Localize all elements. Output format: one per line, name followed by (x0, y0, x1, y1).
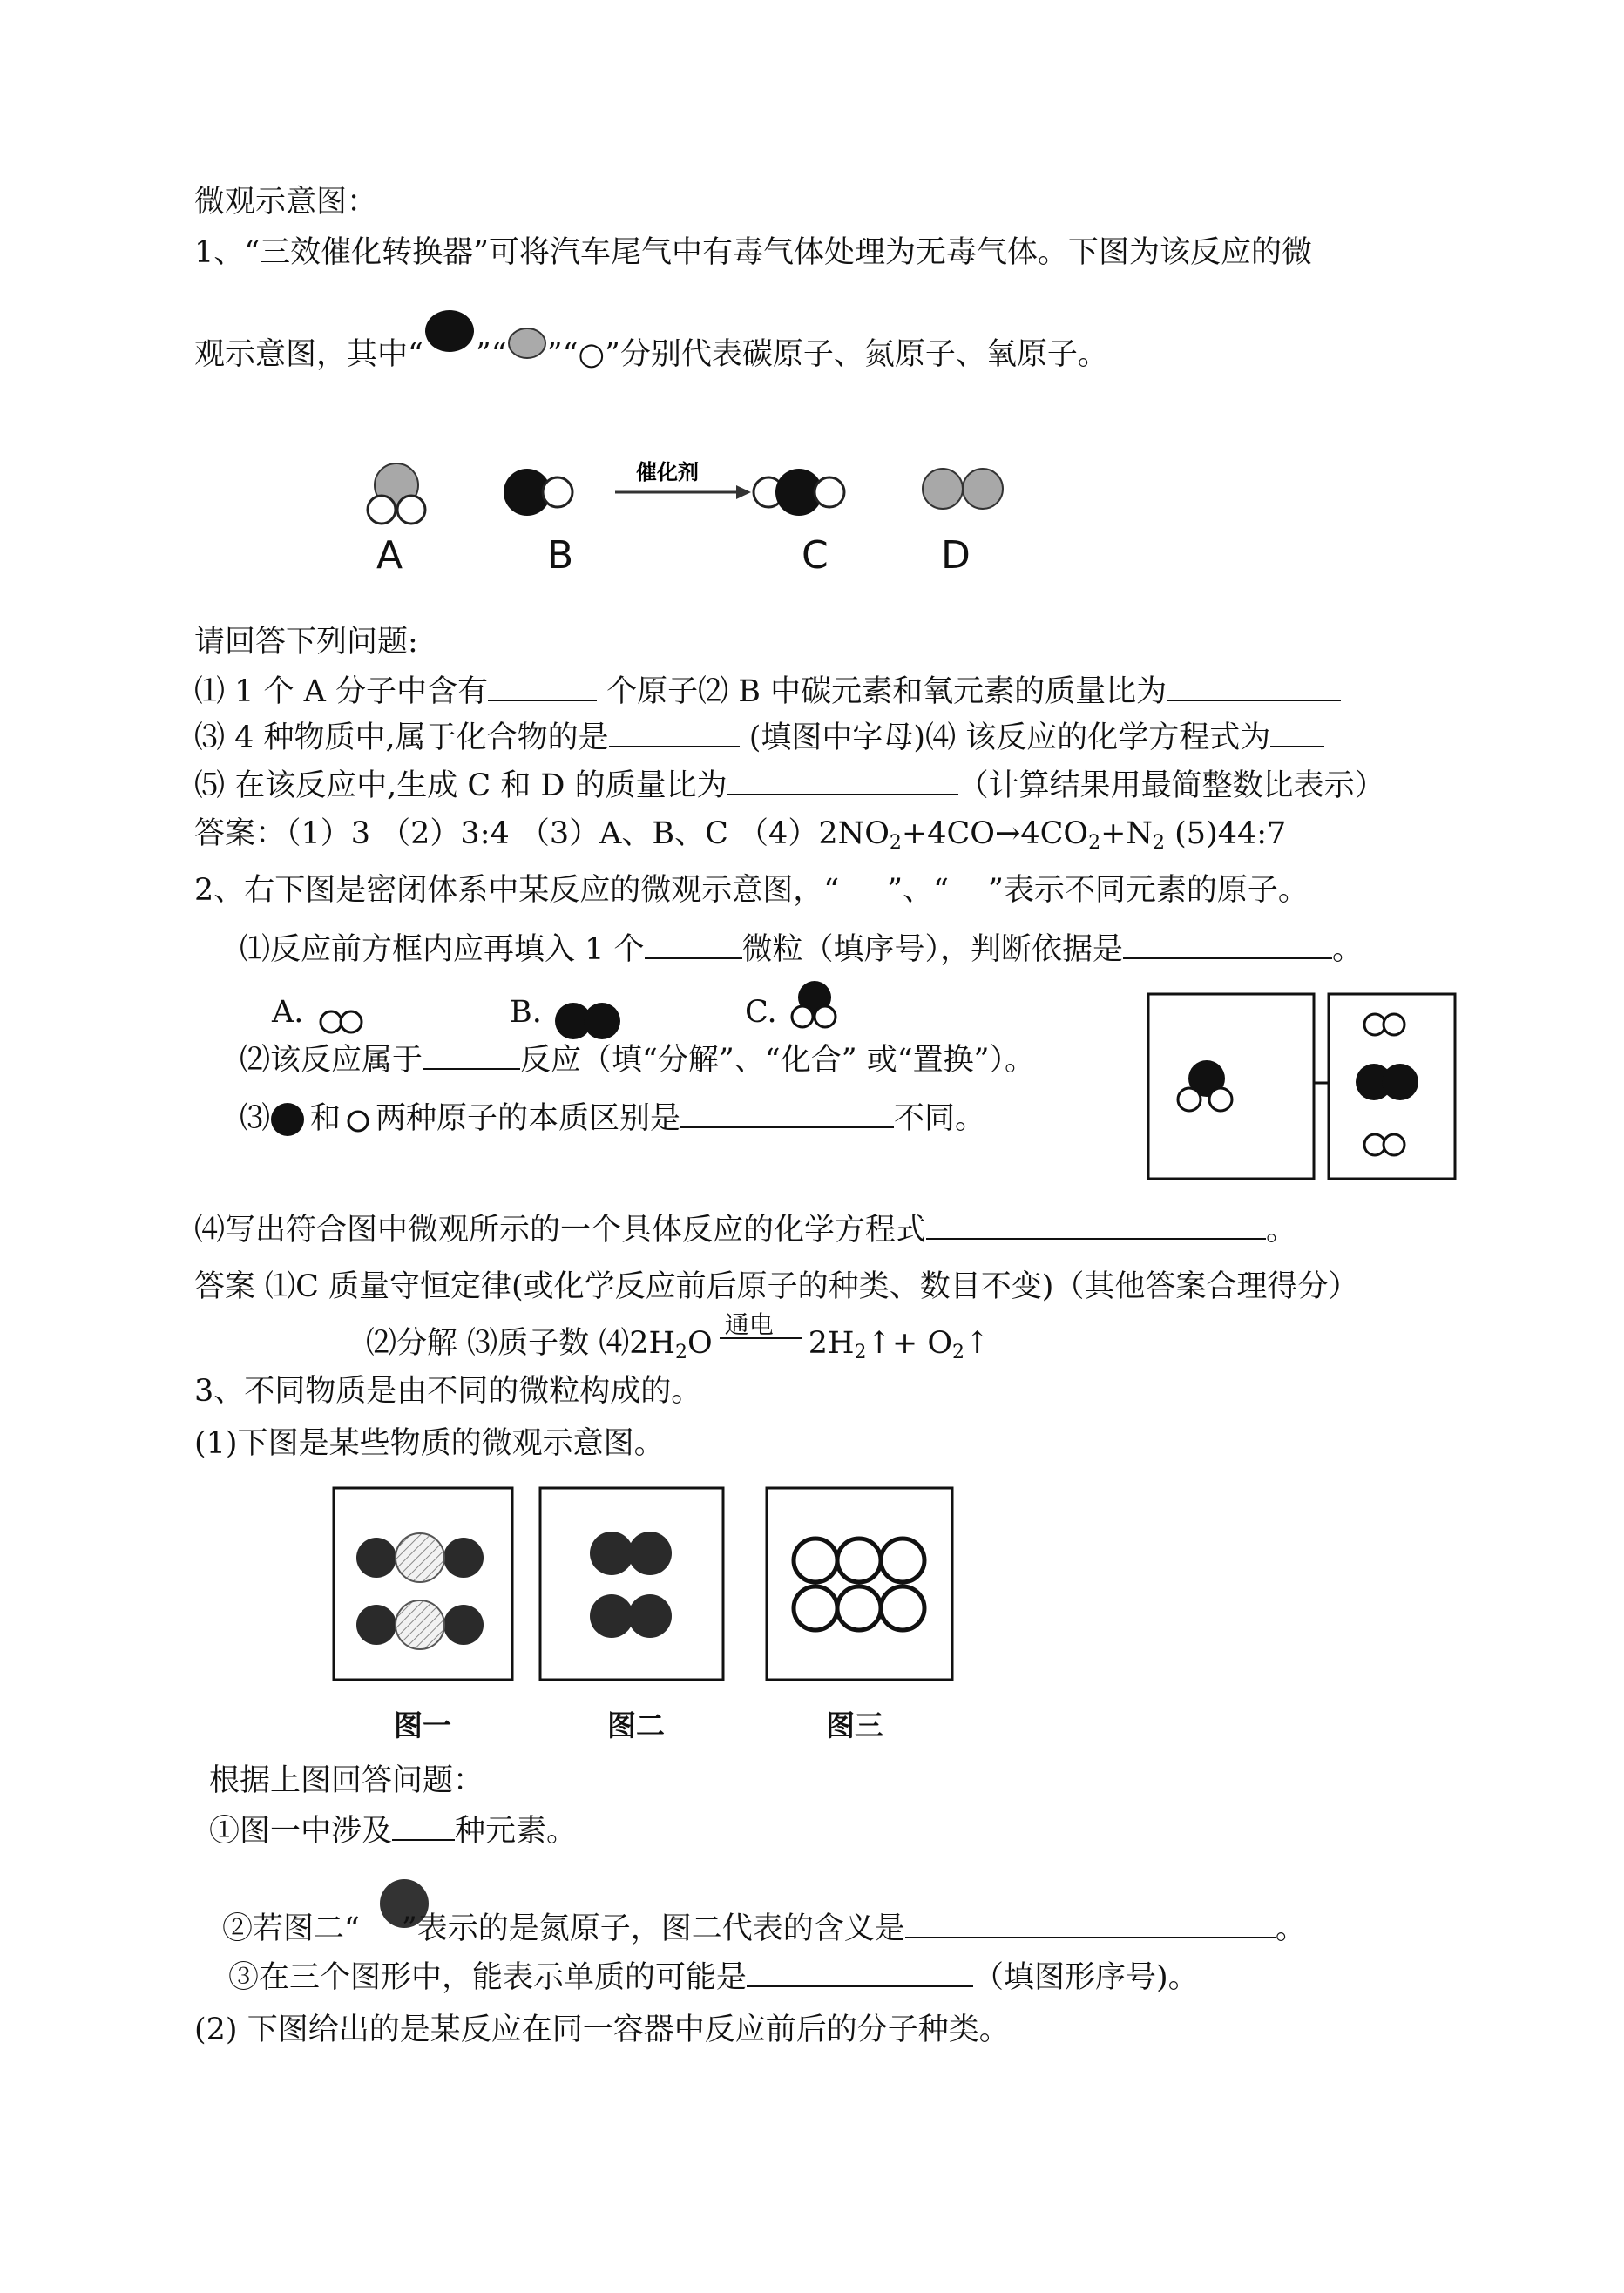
label-c: C (802, 533, 829, 578)
section-heading: 微观示意图： (194, 185, 378, 220)
q1-stem-line2 (194, 324, 1108, 374)
q2-text: ”、“ (887, 873, 949, 908)
q1-text: 观示意图，其中“ (194, 337, 423, 372)
label-a: A (376, 533, 403, 578)
q1-text: (填图中字母)⑷ 该反应的化学方程式为 (739, 720, 1271, 755)
subscript: 2 (1088, 832, 1101, 854)
answer-blank[interactable] (609, 720, 740, 747)
electrolysis-arrow (713, 1309, 809, 1358)
q2-text: 。 (1332, 932, 1363, 967)
q1-text: 个原子⑵ B 中碳元素和氧元素的质量比为 (597, 674, 1167, 709)
molecule-a (368, 463, 425, 524)
q2-text: 。 (1266, 1213, 1297, 1248)
subscript: 2 (1153, 832, 1166, 854)
answer-blank[interactable] (1123, 931, 1332, 959)
before-box (1148, 994, 1314, 1179)
q3-stem-line2: (1)下图是某些物质的微观示意图。 (194, 1426, 665, 1461)
q2-stem (194, 871, 1309, 910)
q2-text: ⑴反应前方框内应再填入 1 个 (240, 932, 645, 967)
molecule-c (754, 469, 844, 516)
q2-text: 不同。 (894, 1101, 986, 1136)
option-b-label: B. (510, 995, 542, 1030)
q3-text: 。 (1275, 1911, 1306, 1946)
q1-stem-line1: 1、“三效催化转换器”可将汽车尾气中有毒气体处理为无毒气体。下图为该反应的微 (194, 235, 1313, 270)
q2-text: ⑵该反应属于 (240, 1043, 423, 1078)
q1-reaction-diagram (348, 449, 1028, 605)
q1-text: ”“○”分别代表碳原子、氮原子、氧原子。 (546, 337, 1108, 372)
q2-part-2 (240, 1041, 1035, 1079)
carbon-atom-icon (423, 324, 476, 368)
q2-text: ↑ (964, 1326, 991, 1361)
answer-blank[interactable] (1167, 673, 1341, 701)
q1-text: 答案：（1）3 （2）3:4 （3）A、B、C （4）2NO (194, 816, 890, 851)
subscript: 2 (889, 832, 902, 854)
q2-text: 2H (808, 1326, 855, 1361)
black-atom-icon (270, 1100, 310, 1135)
q1-prompt: 请回答下列问题: (194, 625, 418, 659)
q1-text: （计算结果用最简整数比表示） (957, 768, 1385, 803)
answer-blank[interactable] (926, 1212, 1266, 1240)
subscript: 2 (952, 1342, 965, 1363)
q2-reaction-diagram (1146, 991, 1459, 1183)
figure-1-caption: 图一 (394, 1708, 451, 1742)
label-b: B (547, 533, 574, 578)
q1-text: +N (1100, 816, 1154, 851)
q2-text: 和 (310, 1101, 342, 1136)
answer-blank[interactable] (488, 673, 597, 701)
q2-part-1 (240, 930, 1363, 969)
q2-text: ⑵分解 ⑶质子数 ⑷2H (366, 1326, 676, 1361)
q3-figures (331, 1485, 958, 1690)
q3-item-3 (228, 1958, 1199, 1997)
figure-2-caption: 图二 (607, 1708, 665, 1742)
q3-part-2: (2) 下图给出的是某反应在同一容器中反应前后的分子种类。 (194, 2012, 1010, 2047)
nitrogen-atom-icon (507, 333, 547, 368)
q2-text: 反应（填“分解”、“化合” 或“置换”）。 (520, 1043, 1036, 1078)
q2-text: 微粒（填序号），判断依据是 (741, 932, 1124, 967)
q3-text: ②若图二“ (222, 1911, 360, 1946)
figure-3-caption: 图三 (826, 1708, 883, 1742)
q1-text: ⑶ 4 种物质中,属于化合物的是 (194, 720, 609, 755)
q1-subquestion-5 (194, 767, 1385, 805)
catalyst-label: 催化剂 (636, 460, 699, 484)
option-c-molecule (788, 980, 841, 1034)
q2-answer-line1: 答案 ⑴C 质量守恒定律(或化学反应前后原子的种类、数目不变)（其他答案合理得分） (194, 1269, 1359, 1304)
answer-blank[interactable] (727, 768, 958, 795)
q1-answer (194, 815, 1286, 862)
q3-item-1 (209, 1812, 577, 1850)
answer-blank[interactable] (905, 1911, 1276, 1938)
q2-part-3 (240, 1099, 985, 1138)
q3-item-2 (222, 1910, 1306, 1948)
answer-blank[interactable] (1270, 720, 1324, 747)
q3-prompt: 根据上图回答问题： (209, 1763, 484, 1798)
q3-text: ①图一中涉及 (209, 1814, 393, 1849)
white-atom-icon (341, 1102, 376, 1133)
q1-subquestion-3-4 (194, 719, 1324, 757)
q3-stem-line1: 3、不同物质是由不同的微粒构成的。 (194, 1374, 702, 1409)
answer-blank[interactable] (423, 1042, 520, 1070)
q3-text: （填图形序号)。 (973, 1960, 1199, 1995)
option-b-molecule (554, 1002, 624, 1040)
q2-text: 2、右下图是密闭体系中某反应的微观示意图，“ (194, 873, 840, 908)
q1-subquestion-1-2 (194, 673, 1341, 711)
q1-text: +4CO→4CO (901, 816, 1089, 851)
answer-blank[interactable] (645, 931, 742, 959)
q2-text: ↑+ O (866, 1326, 953, 1361)
q1-text: ”“ (475, 337, 507, 372)
subscript: 2 (675, 1342, 688, 1363)
q1-text: ⑴ 1 个 A 分子中含有 (194, 674, 489, 709)
q3-text: ③在三个图形中，能表示单质的可能是 (228, 1960, 748, 1995)
answer-blank[interactable] (392, 1813, 455, 1841)
q2-text: ⑶ (240, 1101, 271, 1136)
option-a-molecule (318, 1009, 370, 1035)
q3-text: 种元素。 (455, 1814, 578, 1849)
subscript: 2 (854, 1342, 867, 1363)
q2-answer-line2 (366, 1309, 991, 1372)
molecule-d (923, 469, 1003, 509)
figure-2-box (540, 1488, 723, 1680)
q2-text: ⑷写出符合图中微观所示的一个具体反应的化学方程式 (194, 1213, 927, 1248)
q1-text: ⑸ 在该反应中,生成 C 和 D 的质量比为 (194, 768, 727, 803)
option-a-label: A. (272, 995, 304, 1030)
answer-blank[interactable] (747, 1959, 973, 1987)
q2-text: O (687, 1326, 713, 1361)
molecule-b (504, 469, 572, 516)
answer-blank[interactable] (680, 1100, 894, 1128)
q2-part-4 (194, 1211, 1296, 1249)
q2-text: ”表示不同元素的原子。 (987, 873, 1309, 908)
reaction-arrow (615, 460, 751, 499)
q2-text: 两种原子的本质区别是 (376, 1101, 681, 1136)
q3-text: ”表示的是氮原子，图二代表的含义是 (401, 1911, 905, 1946)
figure-1-box (334, 1488, 512, 1680)
electrolysis-label: 通电 (724, 1309, 774, 1339)
label-d: D (941, 533, 971, 578)
q1-text: (5)44:7 (1165, 816, 1287, 851)
option-c-label: C. (745, 995, 777, 1030)
